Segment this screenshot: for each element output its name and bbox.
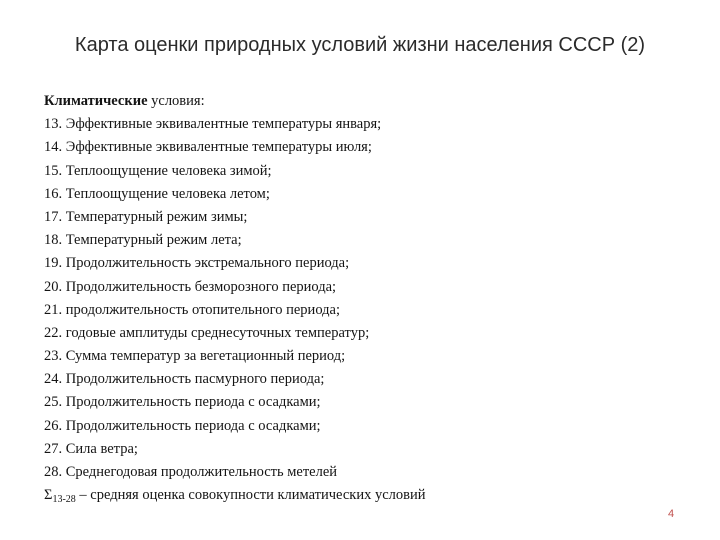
slide-title: Карта оценки природных условий жизни населения СССР (2) <box>74 34 646 56</box>
sigma-symbol: Σ <box>44 487 53 504</box>
list-item: 28. Среднегодовая продолжительность метелей <box>44 464 338 480</box>
list-item: 27. Сила ветра; <box>44 440 138 457</box>
section-heading-rest: условия: <box>147 93 205 109</box>
summary-text: – средняя оценка совокупности климатических условий <box>75 487 426 504</box>
list-item: 18. Температурный режим лета; <box>44 232 242 249</box>
list-item: 20. Продолжительность безморозного периода; <box>44 278 337 295</box>
slide-content <box>44 90 694 507</box>
list-item: 26. Продолжительность периода с осадками; <box>44 417 321 434</box>
sigma-subscript: 13-28 <box>52 494 76 506</box>
list-item: 17. Температурный режим зимы; <box>44 208 248 225</box>
page-number: 4 <box>668 508 675 520</box>
summary-line <box>44 484 694 507</box>
list-item: 13. Эффективные эквивалентные температуры января; <box>44 116 382 133</box>
list-item: 24. Продолжительность пасмурного периода; <box>44 371 325 388</box>
list-item: 25. Продолжительность периода с осадками; <box>44 394 321 411</box>
list-item: 15. Теплоощущение человека зимой; <box>44 162 272 179</box>
section-heading <box>44 90 694 113</box>
list-item: 19. Продолжительность экстремального периода; <box>44 255 350 272</box>
list-item: 21. продолжительность отопительного периода; <box>44 301 340 318</box>
list-item: 22. годовые амплитуды среднесуточных температур; <box>44 324 370 341</box>
list-item: 14. Эффективные эквивалентные температуры июля; <box>44 139 372 156</box>
items-list <box>44 113 694 484</box>
list-item: 23. Сумма температур за вегетационный период; <box>44 348 346 365</box>
list-item: 16. Теплоощущение человека летом; <box>44 185 270 202</box>
section-heading-bold: Климатические <box>44 93 148 109</box>
